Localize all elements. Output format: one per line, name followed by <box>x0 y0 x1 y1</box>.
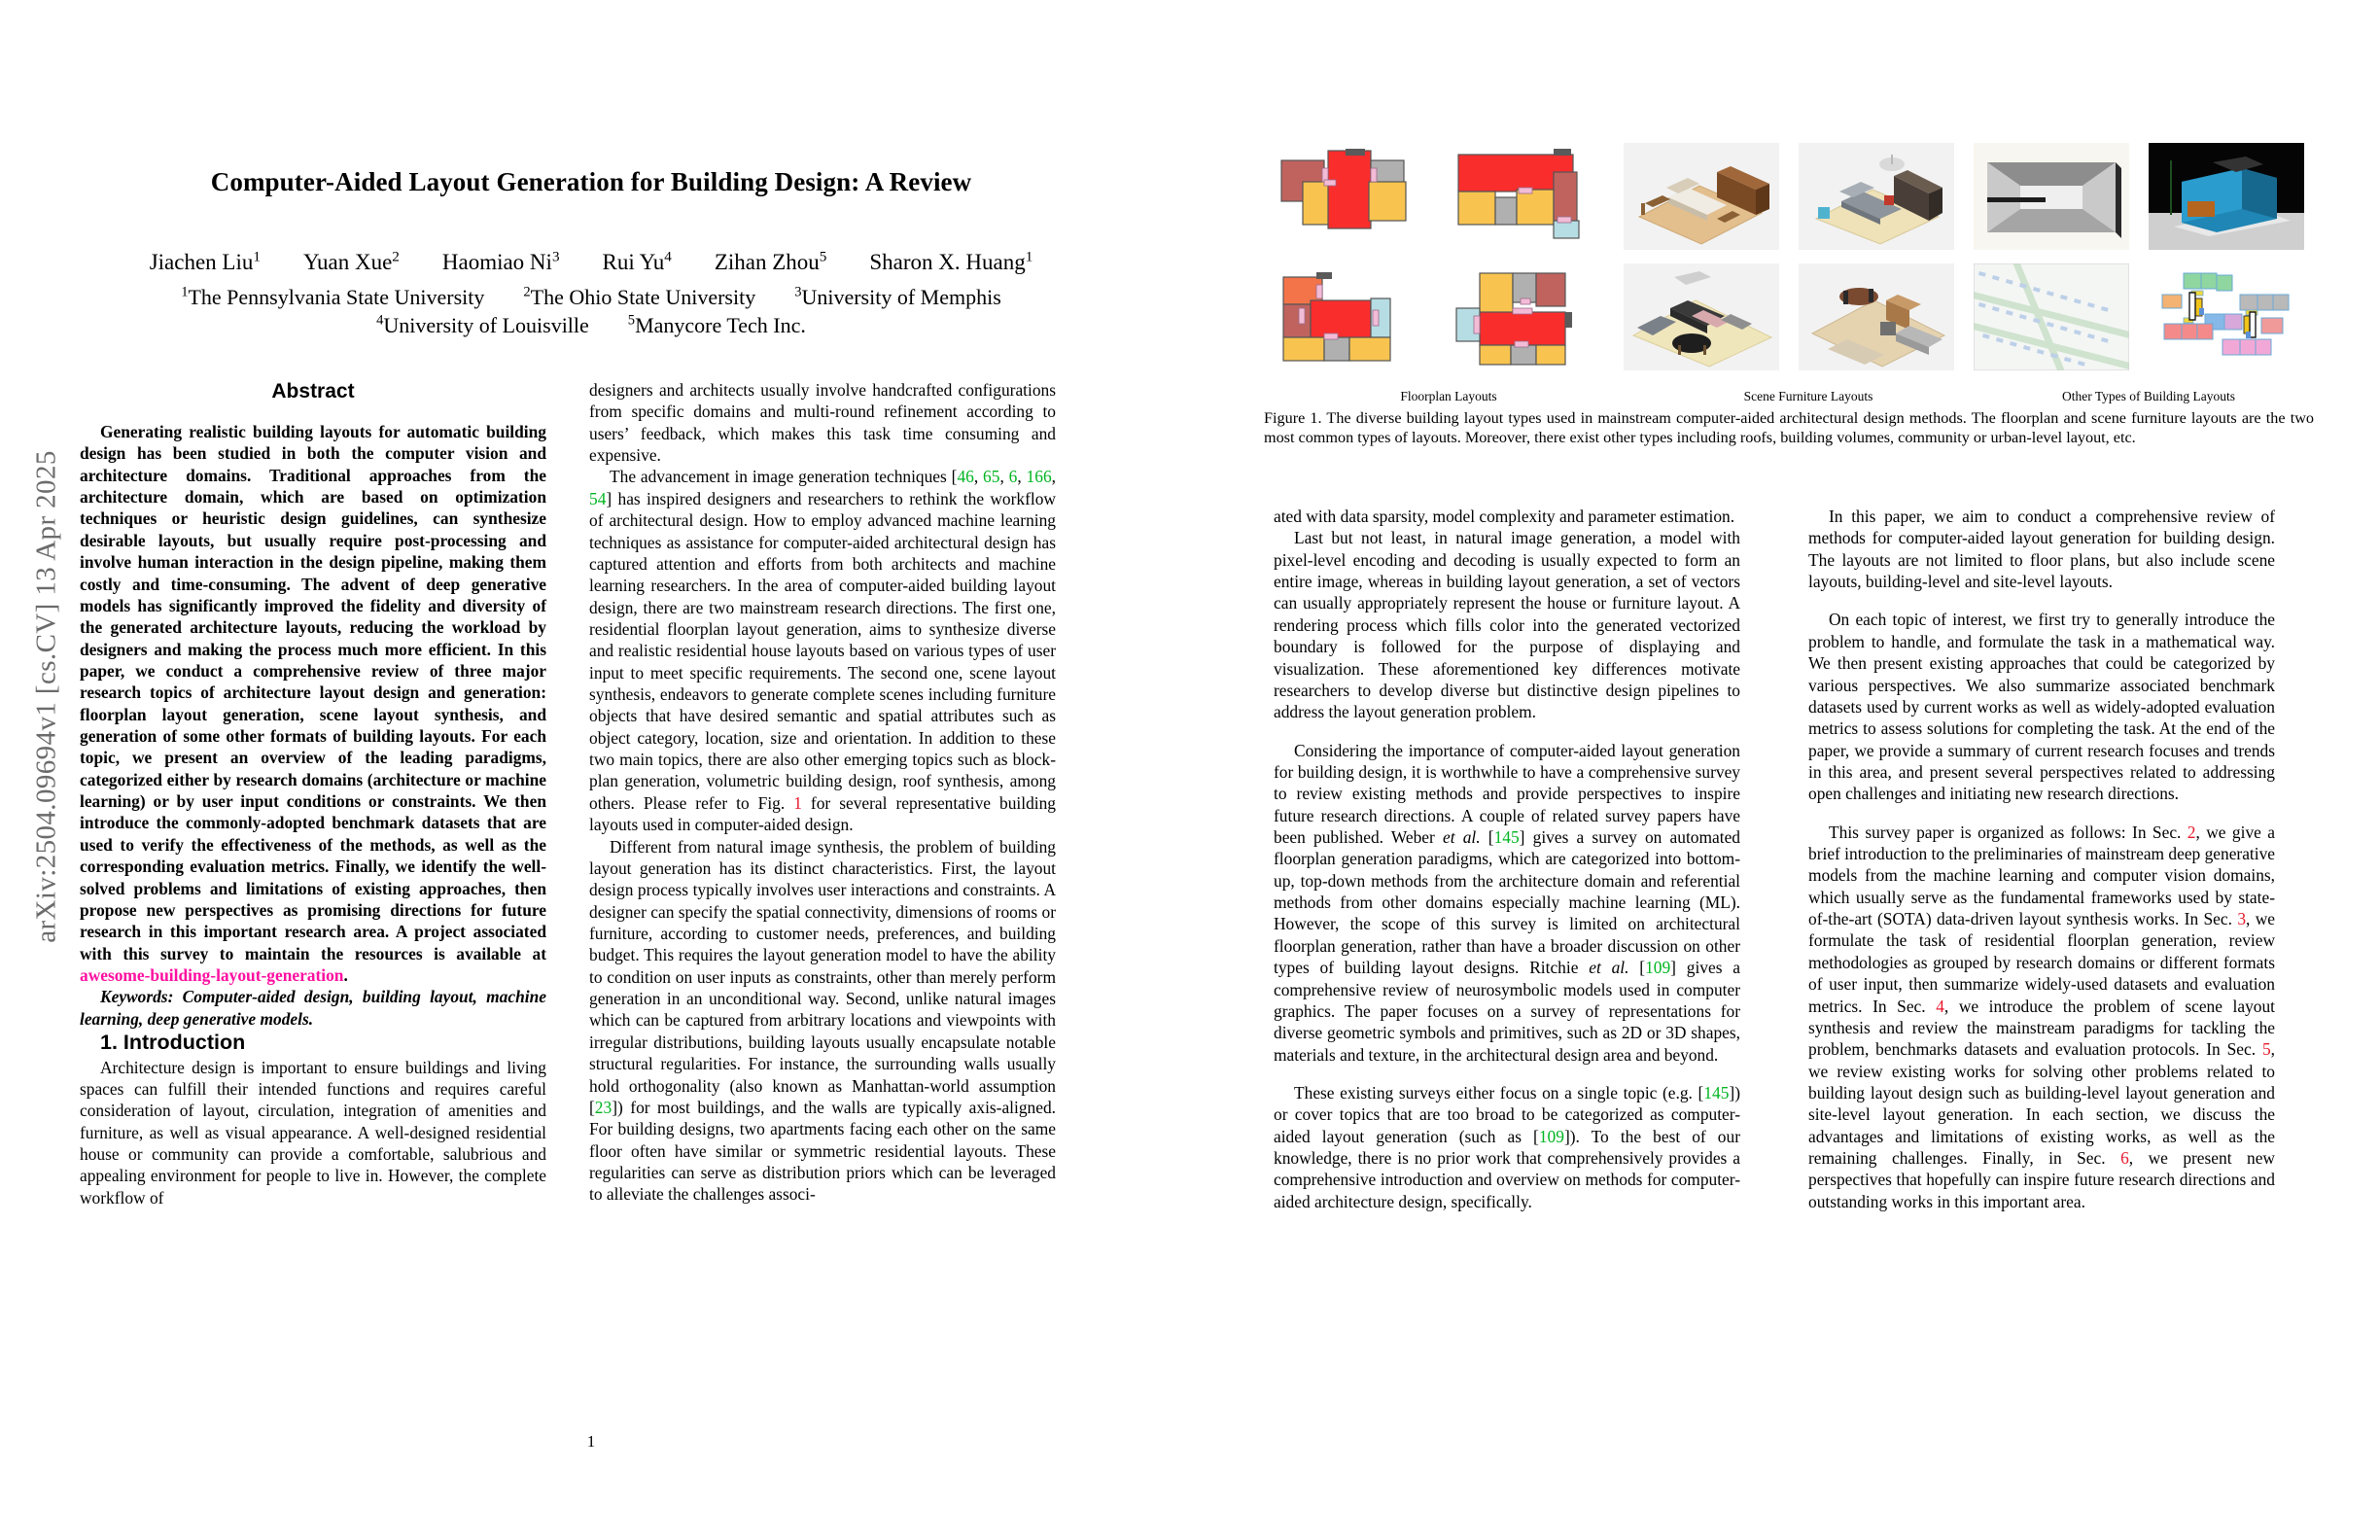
building-volume-render <box>2139 136 2314 257</box>
o-c: , we formulate the task of residential floorplan generation, review methodologies as grouped by research domains or different formats of user input, then summarize widely-used datasets and evaluation metrics. In Sec. <box>1808 909 2275 1016</box>
citation-ref[interactable]: 6 <box>1008 467 1018 487</box>
affiliation: $^5$Manycore Tech Inc. <box>627 312 806 338</box>
para-topic-approach: On each topic of interest, we first try to generally introduce the problem to handle, and formulate the task in a mathematical way. We then present existing approaches that could be categorized by various perspectives. We also summarize associated benchmark datasets used by current works as well as widely-adopted evaluation metrics to assess solutions for completing the task. At the end of the paper, we provide a summary of current research focuses and trends in this area, and present several perspectives related to addressing open challenges and initiating new research directions. <box>1808 610 2275 804</box>
figure-1 <box>1264 136 2314 377</box>
o-a: This survey paper is organized as follows: In Sec. <box>1829 822 2188 842</box>
para-vector-representation: Last but not least, in natural image generation, a model with pixel-level encoding and decoding is usually expected to form an entire image, whereas in building layout generation, a set of vectors can usually appropriately represent the house or furniture layout. A rendering process which fills color into the generated vectorized boundary is followed for the purpose of displaying and visualization. These aforementioned key differences motivate researchers to develop diverse but distinctive design pipelines to address the layout generation problem. <box>1274 528 1740 722</box>
o-e: , we review existing works for solving other problems related to building layout design such as building-level layout generation and site-level layout generation. In each section, we discuss the advantages and limitations of existing works, as well as the remaining challenges. Finally, in Sec. <box>1808 1039 2275 1169</box>
figure-row-bottom <box>1264 257 2314 377</box>
abstract-part2: . <box>343 964 348 985</box>
affiliation-marker: 4 <box>376 312 384 329</box>
author-name: Rui Yu$^4$ <box>602 248 672 274</box>
floorplan-thumbnail <box>1264 136 1439 257</box>
column-1 <box>80 379 546 1208</box>
author-name: Yuan Xue$^2$ <box>302 248 400 274</box>
citation-ref[interactable]: 46 <box>957 467 974 487</box>
intro-paragraph-1: Architecture design is important to ensure buildings and living spaces can fulfill their intended functions and requires careful consideration of layout, circulation, integration of amenities and furniture, as well as visual appearance. A well-designed residential house or community can provide a comfortable, salubrious and appealing environment for people to live in. However, the complete workflow of <box>80 1057 546 1208</box>
page-number: 1 <box>586 1432 596 1451</box>
citation-ref[interactable]: 109 <box>1645 958 1671 978</box>
affiliation-marker: 2 <box>523 285 531 300</box>
keywords-label: Keywords: <box>100 987 174 1007</box>
section-ref[interactable]: 3 <box>2237 909 2247 929</box>
o-d: , we introduce the problem of scene layout synthesis and review the mainstream paradigms for tackling the problem, benchmarks datasets and evaluation protocols. In Sec. <box>1808 996 2275 1060</box>
citation-ref[interactable]: 166 <box>1026 467 1052 487</box>
para-continuation: designers and architects usually involve handcrafted configurations from specific domains and multi-round refinement according to users’ feedback, which makes this task time consuming and expensive. <box>589 380 1056 466</box>
p3-d: [ <box>1628 958 1646 978</box>
p2-b: ] has inspired designers and researchers to rethink the workflow of architectural design. How to employ advanced machine learning techniques as assistance for computer-aided architectural design has captured attention and efforts from both architects and machine learning researchers. In the area of computer-aided building layout design, there are two mainstream research directions. The first one, residential floorplan layout generation, aims to synthesize diverse and realistic residential house layouts based on various types of user input to meet specific requirements. The second one, scene layout synthesis, endeavors to generate complete scenes including furniture objects that have desired semantic and spatial attributes such as object category, location, size and orientation. In addition to these two main topics, there are also other emerging topics such as block-plan generation, volumetric building design, roof synthesis, among others. Please refer to Fig. <box>589 488 1056 813</box>
scene-furniture-render <box>1789 257 1964 377</box>
p4-b: ]) or cover topics that are too broad to be categorized as computer-aided layout generation (such as [ <box>1274 1082 1740 1146</box>
citation-ref[interactable]: 109 <box>1538 1126 1564 1146</box>
author-name: Jiachen Liu$^1$ <box>149 248 261 274</box>
o-b: , we give a brief introduction to the preliminaries of mainstream deep generative models from the machine learning and computer vision domains, which usually serve as the fundamental frameworks used by state-of-the-art (SOTA) data-driven layout synthesis works. In Sec. <box>1808 822 2276 929</box>
column-2 <box>589 379 1056 1206</box>
citation-ref[interactable]: 65 <box>983 467 1000 487</box>
abstract-heading: Abstract <box>271 380 355 402</box>
p2-a: The advancement in image generation techniques [ <box>610 467 958 487</box>
para-organization <box>1808 822 2275 1212</box>
author-name: Haomiao Ni$^3$ <box>441 248 560 274</box>
floorplan-thumbnail <box>1264 257 1439 377</box>
abstract-text <box>80 421 546 986</box>
scene-furniture-render <box>1789 136 1964 257</box>
affiliation-marker: 1 <box>181 285 189 300</box>
author-list <box>76 249 1106 273</box>
citation-ref[interactable]: 145 <box>1703 1082 1730 1102</box>
p3-b: [ <box>1480 827 1494 848</box>
arxiv-stamp: arXiv:2504.09694v1 [cs.CV] 13 Apr 2025 <box>30 450 62 943</box>
urban-layout-map <box>1964 257 2139 377</box>
author-affiliation-marker: 1 <box>1025 248 1033 264</box>
para-image-generation: The advancement in image generation techniques [46, 65, 6, 166, 54] has inspired designers and researchers to rethink the workflow of architectural design. How to employ advanced machine learning techniques as assistance for computer-aided architectural design has captured attention and efforts from both architects and machine learning researchers. In the area of computer-aided building layout design, there are two mainstream research directions. The first one, residential floorplan layout generation, aims to synthesize diverse and realistic residential house layouts based on various types of user input to meet specific requirements. The second one, scene layout synthesis, endeavors to generate complete scenes including furniture objects that have desired semantic and spatial attributes such as object category, location, size and orientation. In addition to these two main topics, there are also other emerging topics such as block-plan generation, volumetric building design, roof synthesis, among others. Please refer to Fig. 1 for several representative building layouts used in computer-aided design. <box>589 467 1056 835</box>
figure-label-floorplan: Floorplan Layouts <box>1400 389 1497 403</box>
affiliation: $^1$The Pennsylvania State University <box>181 285 485 310</box>
p4-a: These existing surveys either focus on a single topic (e.g. [ <box>1294 1082 1704 1102</box>
p3-c: ] gives a survey on automated floorplan generation paradigms, which are categorized into bottom-up, top-down methods from the architecture domain and referential methods from other domains especially machine learning (ML). However, the scope of this survey is limited on architectural floorplan generation, rather than have a broader discussion on other types of building layout designs. Ritchie <box>1274 827 1740 978</box>
p3-a: Different from natural image synthesis, the problem of building layout generation has its distinct characteristics. First, the layout design process typically involves user interactions and constraints. A designer can specify the spatial connectivity, dimensions of rooms or furniture, according to customer needs, preferences, and building budget. This requires the layout generation model to have the ability to condition on user inputs as constraints, other than merely perform generation in an unconditional way. Second, unlike natural images which can be captured from arbitrary locations and viewpoints with irregular distributions, building layouts usually encapsulate notable structural regularities. For instance, the surrounding walls usually hold orthogonality (also known as Manhattan-world assumption [ <box>589 836 1056 1117</box>
floorplan-thumbnail <box>1439 136 1614 257</box>
p4-c: ]). To the best of our knowledge, there is no prior work that comprehensively provides a comprehensive introduction and overview on methods for computer-aided architecture design, specifically. <box>1274 1126 1740 1211</box>
o-f: , we present new perspectives that hopefully can inspire future research directions and outstanding works in this important area. <box>1808 1148 2275 1211</box>
column-4 <box>1808 506 2275 1212</box>
author-affiliation-marker: 1 <box>253 248 261 264</box>
project-link[interactable]: awesome-building-layout-generation <box>80 964 344 985</box>
scene-furniture-render <box>1614 136 1789 257</box>
paper-left-half <box>76 0 1106 1540</box>
author-affiliation-marker: 2 <box>392 248 400 264</box>
p3-b: ]) for most buildings, and the walls are typically axis-aligned. For building designs, two apartments facing each other on the same floor often have similar or symmetric residential layouts. These regularities can serve as distribution priors which can be leveraged to alleviate the challenges associ- <box>589 1097 1056 1205</box>
author-name: Zihan Zhou$^5$ <box>714 248 827 274</box>
section-heading-introduction: 1. Introduction <box>100 1031 246 1055</box>
column-3 <box>1274 506 1740 1212</box>
author-affiliation-marker: 4 <box>664 248 672 264</box>
keywords-text: Computer-aided design, building layout, machine learning, deep generative models. <box>80 987 546 1029</box>
p3-a: Considering the importance of computer-aided layout generation for building design, it is worthwhile to have a comprehensive survey to review existing methods and provide perspectives to inspire future research directions. A couple of related survey papers have been published. Weber <box>1274 740 1740 848</box>
author-name: Sharon X. Huang$^1$ <box>869 248 1033 274</box>
para-survey-gap <box>1274 1082 1740 1212</box>
paper-right-half <box>1264 0 2314 1540</box>
para-continuation: ated with data sparsity, model complexity and parameter estimation. <box>1274 507 1735 526</box>
figure-row-top <box>1264 136 2314 257</box>
figure-ref[interactable]: 1 <box>793 792 802 813</box>
floorplan-thumbnail <box>1439 257 1614 377</box>
abstract-part1: Generating realistic building layouts for automatic building design has been studied in both the computer vision and architecture domains. Traditional approaches from the architecture domain, which are based on optimization techniques or heuristic design guidelines, can synthesize desirable layouts, but usually require post-processing and involve human interaction in the design pipeline, making them costly and time-consuming. The advent of deep generative models has significantly improved the fidelity and diversity of the generated architecture layouts, reducing the workload by designers and making the process much more efficient. In this paper, we conduct a comprehensive review of three major research topics of architecture layout design and generation: floorplan layout generation, scene layout synthesis, and generation of some other formats of building layouts. For each topic, we present an overview of the leading paradigms, categorized either by research domains (architecture or machine learning) or by user input conditions or constraints. We then introduce the commonly-adopted benchmark datasets that are used to verify the effectiveness of the methods, as well as the corresponding evaluation metrics. Finally, we identify the well-solved problems and limitations of existing approaches, then propose new perspectives as promising directions for future research in this important research area. A project associated with this survey to maintain the resources is available at <box>80 421 546 963</box>
para-related-surveys <box>1274 740 1740 1066</box>
author-affiliation-marker: 5 <box>819 248 827 264</box>
scene-furniture-render <box>1614 257 1789 377</box>
etal: et al. <box>1589 958 1629 978</box>
citation-ref[interactable]: 54 <box>589 488 607 508</box>
para-paper-aim: In this paper, we aim to conduct a comprehensive review of methods for computer-aided layout generation for building design. The layouts are not limited to floor plans, but also include scene layouts, building-level and site-level layouts. <box>1808 507 2275 592</box>
p3-e: ] gives a comprehensive review of neurosymbolic models used in computer graphics. The paper focuses on a survey of representations for diverse geometric symbols and primitives, such as 2D or 3D shapes, materials and texture, in the architectural design area and beyond. <box>1274 958 1741 1065</box>
page-title: Computer-Aided Layout Generation for Building Design: A Review <box>210 167 972 196</box>
figure-label-scene: Scene Furniture Layouts <box>1743 389 1873 403</box>
figure-label-other: Other Types of Building Layouts <box>2061 389 2236 403</box>
etal: et al. <box>1442 827 1481 848</box>
affiliation: $^4$University of Louisville <box>376 312 589 338</box>
citation-ref[interactable]: 145 <box>1493 827 1520 848</box>
roof-geometry-render <box>1964 136 2139 257</box>
figure-group-labels <box>1264 389 2314 404</box>
block-plan-layout <box>2139 257 2314 377</box>
citation-ref[interactable]: 23 <box>594 1097 612 1117</box>
para-distinct-characteristics <box>589 836 1056 1206</box>
affiliation-marker: 5 <box>627 312 636 329</box>
affiliation: $^3$University of Memphis <box>794 285 1001 310</box>
affiliation-list <box>76 284 1106 340</box>
section-ref[interactable]: 2 <box>2187 822 2196 842</box>
author-affiliation-marker: 3 <box>551 248 560 264</box>
section-ref[interactable]: 6 <box>2120 1148 2129 1169</box>
keywords <box>80 986 546 1030</box>
section-ref[interactable]: 4 <box>1936 996 1944 1016</box>
section-ref[interactable]: 5 <box>2261 1039 2271 1060</box>
affiliation: $^2$The Ohio State University <box>523 285 756 310</box>
figure-caption: Figure 1. The diverse building layout types used in mainstream computer-aided architectural design methods. The floorplan and scene furniture layouts are the two most common types of layouts. Moreover, there exist other types including roofs, building volumes, community or urban-level layout, etc. <box>1264 409 2314 447</box>
affiliation-marker: 3 <box>794 285 802 300</box>
p2-c: for several representative building layouts used in computer-aided design. <box>589 792 1056 835</box>
